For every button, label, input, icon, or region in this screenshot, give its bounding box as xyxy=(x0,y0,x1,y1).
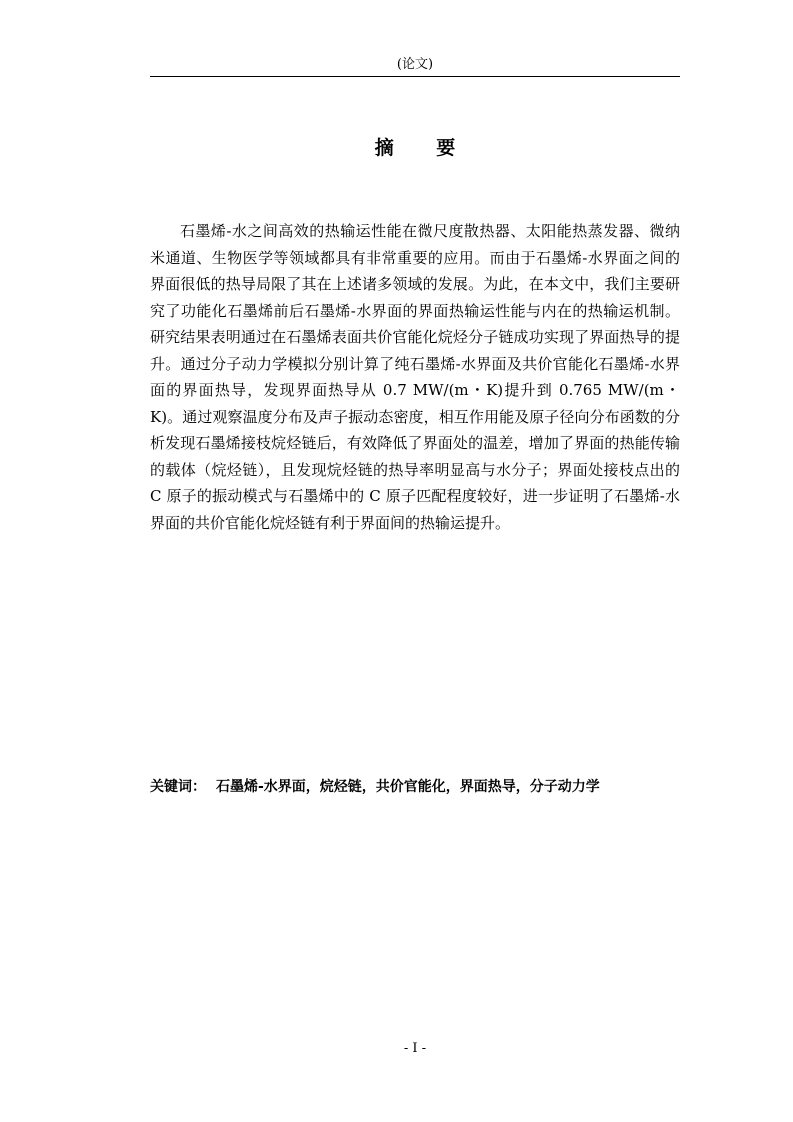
keywords-line xyxy=(150,776,680,798)
keywords-label: 关键词： xyxy=(150,779,206,795)
abstract-heading: 摘 要 xyxy=(374,137,474,159)
page-number: - I - xyxy=(403,1041,427,1056)
keywords-value: 石墨烯-水界面，烷烃链，共价官能化，界面热导，分子动力学 xyxy=(216,779,600,795)
abstract-body: 石墨烯-水之间高效的热输运性能在微尺度散热器、太阳能热蒸发器、微纳米通道、生物医学等领域都具有非常重要的应用。而由于石墨烯-水界面之间的界面很低的热导局限了其在上述诸多领域的发展。为此，在本文中，我们主要研究了功能化石墨烯前后石墨烯-水界面的界面热输运性能与内在的热输运机制。研究结果表明通过在石墨烯表面共价官能化烷烃分子链成功实现了界面热导的提升。通过分子动力学模拟分别计算了纯石墨烯-水界面及共价官能化石墨烯-水界面的界面热导，发现界面热导从 0.7 MW/(m・K)提升到 0.765 MW/(m・K)。通过观察温度分布及声子振动态密度，相互作用能及原子径向分布函数的分析发现石墨烯接枝烷烃链后，有效降低了界面处的温差，增加了界面的热能传输的载体（烷烃链），且发现烷烃链的热导率明显高与水分子；界面处接枝点出的 C 原子的振动模式与石墨烯中的 C 原子匹配程度较好，进一步证明了石墨烯-水界面的共价官能化烷烃链有利于界面间的热输运提升。 xyxy=(150,222,680,532)
header-rule xyxy=(150,76,680,77)
running-header: (论文) xyxy=(396,57,434,72)
